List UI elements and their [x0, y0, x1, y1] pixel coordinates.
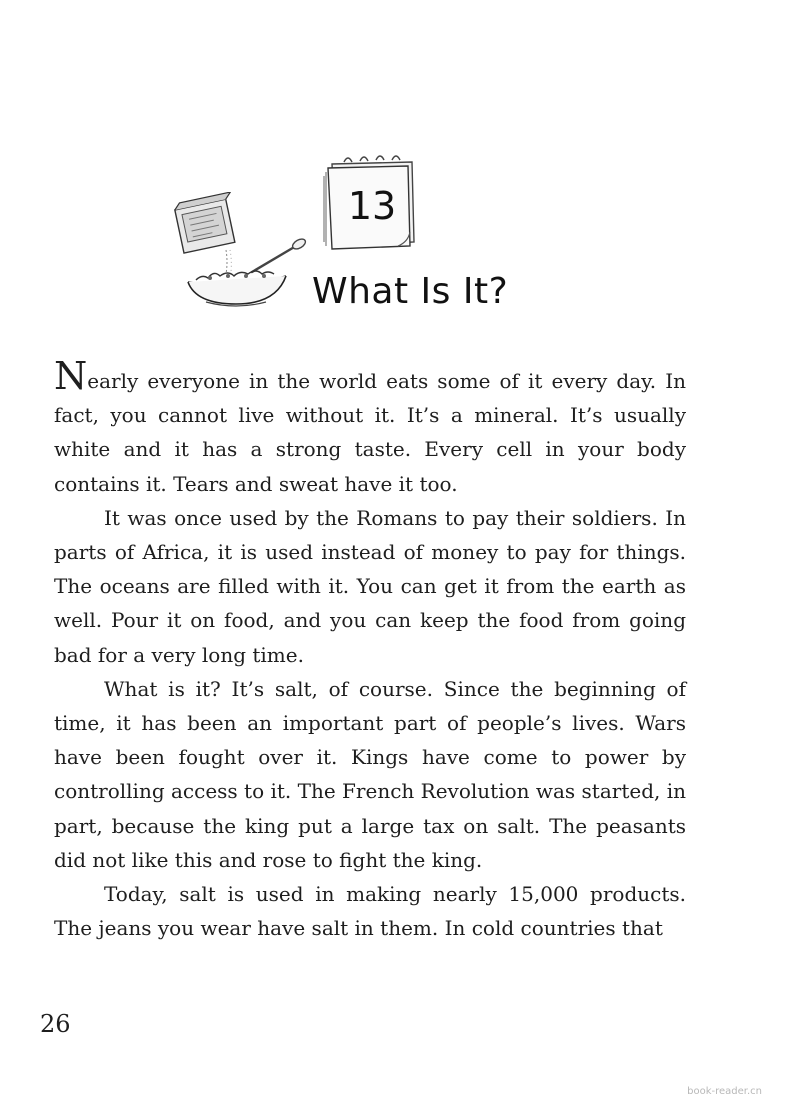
paragraph-4: Today, salt is used in making nearly 15,000 products. The jeans you wear have salt in them. In cold countries that: [54, 882, 686, 941]
chapter-number: 13: [347, 184, 397, 228]
paragraph-2: It was once used by the Romans to pay their soldiers. In parts of Africa, it is used instead of money to pay for things. The oceans are filled with it. You can get it from the earth as well. Pour it on food, and you can keep the food from going bad for a very long time.: [54, 505, 686, 667]
paragraph-3: What is it? It’s salt, of course. Since the beginning of time, it has been an important part of people’s lives. Wars have been fought over it. Kings have come to power by controlling access to it. The French Revolution was started, in part, because the king put a large tax on salt. The peasants did not like this and rose to fight the king.: [54, 676, 686, 872]
watermark: book-reader.cn: [687, 1086, 762, 1097]
paragraph-1: [54, 354, 686, 501]
page-number: 26: [40, 1010, 71, 1038]
paragraph-1-text: early everyone in the world eats some of it every day. In fact, you cannot live without it. It’s a mineral. It’s usually white and it has a strong taste. Every cell in your body contains it. Tears and sweat have it too.: [54, 369, 686, 496]
chapter-title: What Is It?: [312, 271, 509, 312]
chapter-header: [0, 0, 800, 340]
chapter-body: [54, 354, 686, 945]
cereal-bowl-icon: [170, 192, 310, 312]
drop-cap: N: [54, 354, 88, 398]
